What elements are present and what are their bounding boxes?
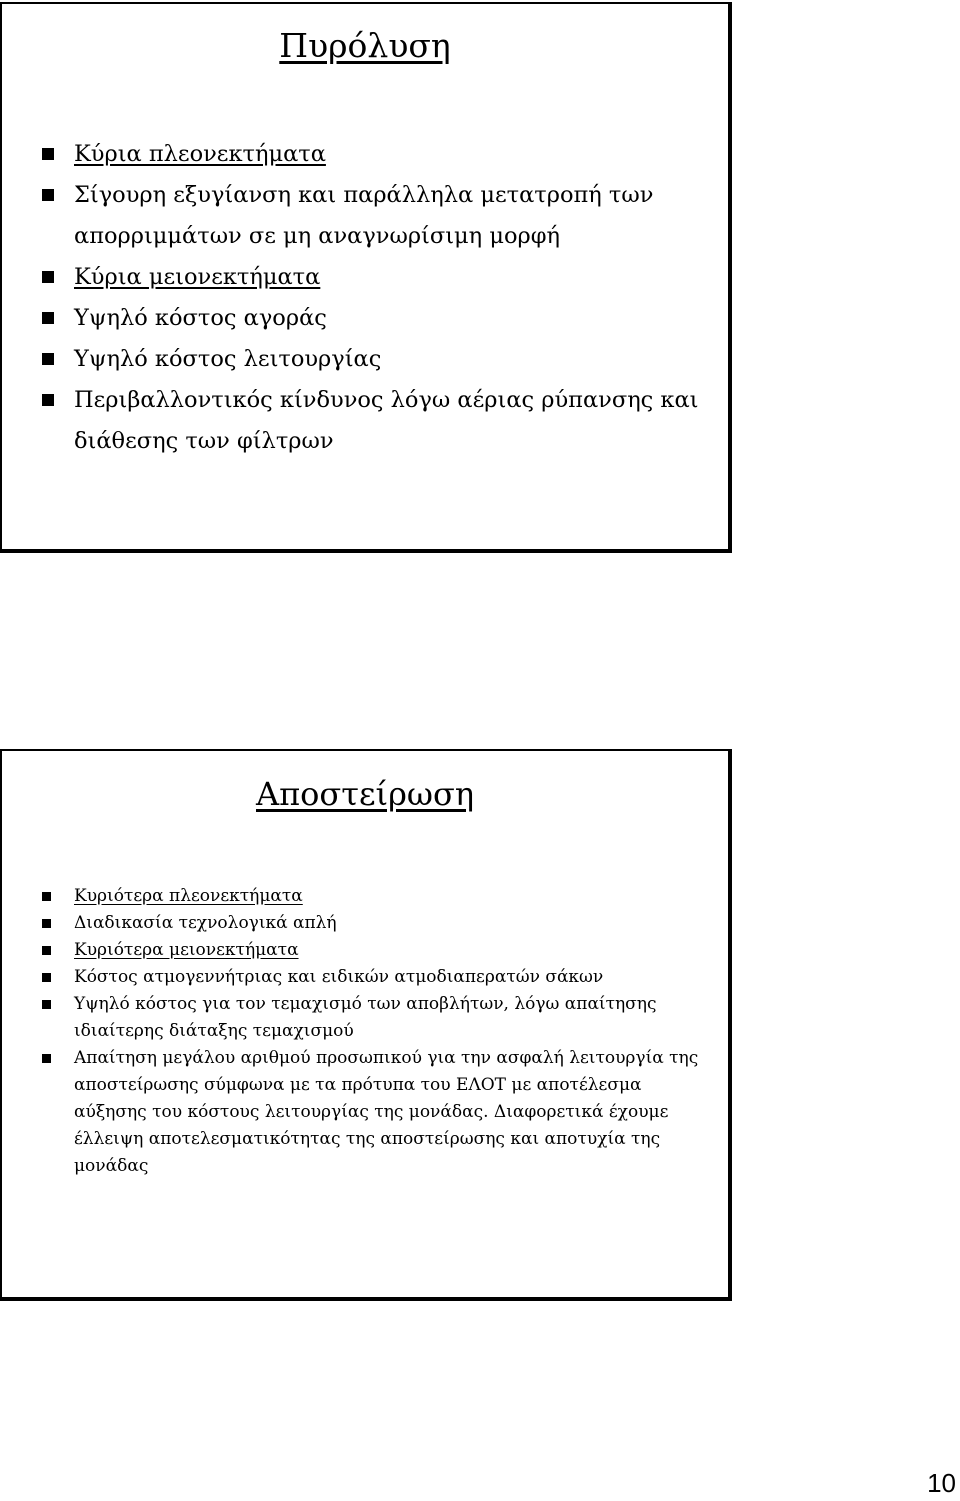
list-item	[42, 991, 708, 1045]
list-item-text: Περιβαλλοντικός κίνδυνος λόγω αέριας ρύπανσης και διάθεσης των φίλτρων	[74, 387, 699, 454]
bullet-list	[42, 134, 708, 462]
square-bullet-icon	[42, 394, 54, 406]
slide-pyrolysis	[0, 2, 732, 553]
list-item	[42, 964, 708, 991]
square-bullet-icon	[42, 312, 54, 324]
list-item	[42, 257, 708, 298]
slide-sterilization	[0, 749, 732, 1301]
list-item	[42, 339, 708, 380]
page-number: 10	[927, 1468, 956, 1498]
list-item	[42, 1045, 708, 1180]
list-item-text: Απαίτηση μεγάλου αριθμού προσωπικού για την ασφαλή λειτουργία της αποστείρωσης σύμφωνα με τα πρότυπα του ΕΛΟΤ με αποτέλεσμα αύξησης του κόστους λειτουργίας της μονάδας. Διαφορετικά έχουμε έλλειψη αποτελεσματικότητας της αποστείρωσης και αποτυχία της μονάδας	[74, 1048, 699, 1176]
square-bullet-icon	[42, 353, 54, 365]
square-bullet-icon	[42, 148, 54, 160]
slide-title: Πυρόλυση	[279, 26, 451, 65]
bullet-list	[42, 883, 708, 1180]
square-bullet-icon	[42, 1054, 51, 1063]
list-item	[42, 298, 708, 339]
list-item	[42, 134, 708, 175]
list-item-text: Υψηλό κόστος αγοράς	[74, 305, 327, 331]
list-item	[42, 910, 708, 937]
square-bullet-icon	[42, 189, 54, 201]
square-bullet-icon	[42, 973, 51, 982]
square-bullet-icon	[42, 919, 51, 928]
section-heading: Κύρια μειονεκτήματα	[74, 264, 321, 290]
list-item-text: Κόστος ατμογεννήτριας και ειδικών ατμοδιαπερατών σάκων	[74, 967, 604, 987]
slide-title: Αποστείρωση	[256, 775, 474, 813]
list-item-text: Διαδικασία τεχνολογικά απλή	[74, 913, 337, 933]
list-item	[42, 883, 708, 910]
list-item-text: Υψηλό κόστος για τον τεμαχισμό των αποβλήτων, λόγω απαίτησης ιδιαίτερης διάταξης τεμαχισμού	[74, 994, 657, 1041]
square-bullet-icon	[42, 892, 51, 901]
section-heading: Κυριότερα πλεονεκτήματα	[74, 886, 303, 906]
list-item	[42, 380, 708, 462]
square-bullet-icon	[42, 946, 51, 955]
list-item-text: Σίγουρη εξυγίανση και παράλληλα μετατροπή των απορριμμάτων σε μη αναγνωρίσιμη μορφή	[74, 182, 654, 249]
list-item-text: Υψηλό κόστος λειτουργίας	[74, 346, 382, 372]
section-heading: Κύρια πλεονεκτήματα	[74, 141, 326, 167]
list-item	[42, 937, 708, 964]
section-heading: Κυριότερα μειονεκτήματα	[74, 940, 299, 960]
list-item	[42, 175, 708, 257]
square-bullet-icon	[42, 271, 54, 283]
square-bullet-icon	[42, 1000, 51, 1009]
